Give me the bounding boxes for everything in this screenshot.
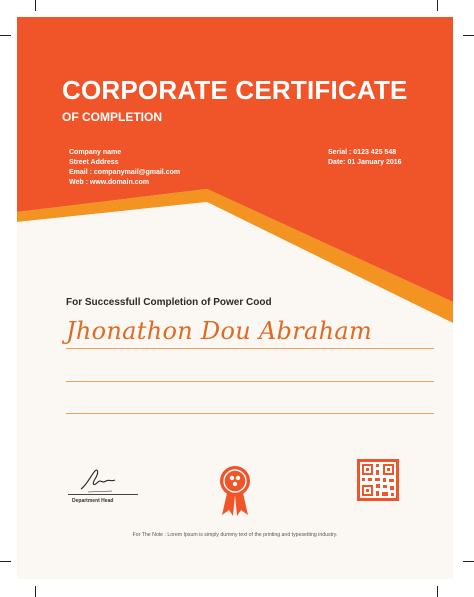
signature-icon <box>78 467 118 495</box>
issue-date: Date: 01 January 2016 <box>328 159 402 166</box>
signatory-label: Department Head <box>72 498 114 504</box>
crop-mark <box>0 561 11 562</box>
crop-mark <box>437 0 438 11</box>
footer-note: For The Note : Lorem Ipsum is simply dummy text of the printing and typesetting industry. <box>132 532 338 538</box>
certificate-subtitle: OF COMPLETION <box>62 110 162 124</box>
certificate-meta <box>328 148 402 168</box>
qr-code-icon <box>357 459 399 501</box>
underline-rule <box>66 413 434 414</box>
crop-mark <box>463 561 474 562</box>
company-email: Email : companymail@gmail.com <box>69 169 181 176</box>
serial-number: Serial : 0123 425 548 <box>328 149 397 156</box>
signature-block <box>68 467 143 515</box>
crop-mark <box>35 586 36 597</box>
crop-mark <box>463 35 474 36</box>
certificate-sheet <box>17 17 453 579</box>
certificate-title: CORPORATE CERTIFICATE <box>62 75 408 105</box>
recipient-name: Jhonathon Dou Abraham <box>66 317 373 345</box>
crop-mark <box>437 586 438 597</box>
crop-mark <box>0 35 11 36</box>
underline-rule <box>66 348 434 349</box>
signature-line <box>68 494 138 495</box>
completion-text: For Successfull Completion of Power Cood <box>66 297 272 308</box>
company-info <box>69 148 180 188</box>
crop-mark <box>35 0 36 11</box>
company-address: Street Address <box>69 159 119 166</box>
award-ribbon-icon <box>219 465 251 517</box>
company-name: Company name <box>69 149 122 156</box>
company-web: Web : www.domain.com <box>69 179 150 186</box>
underline-rule <box>66 381 434 382</box>
